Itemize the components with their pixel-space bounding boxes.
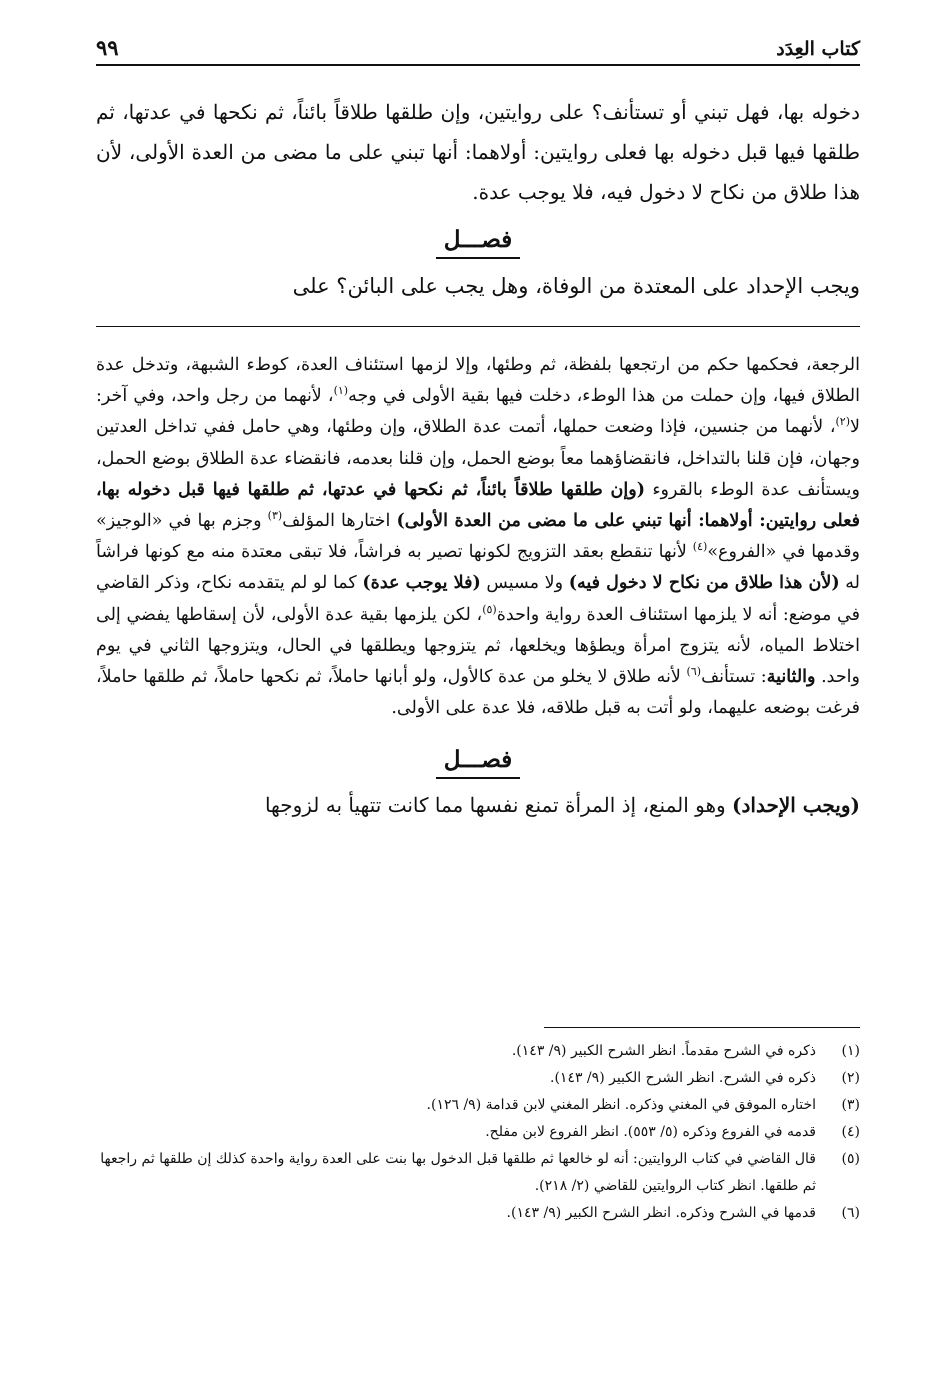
text-run: ، لأنهما من رجل واحد، وفي آخر: لا [96,386,860,438]
quoted-matn: (فلا يوجب عدة) [362,573,481,594]
text-run: : تستأنف [701,667,767,688]
book-title: كتاب العِدَد [776,38,860,60]
text-run: كما لو لم يتقدمه نكاح، وذكر القاضي في موضع: أنه لا يلزمها استئناف العدة رواية واحدة [96,573,860,625]
footnote-number: (٦) [841,1205,860,1221]
footnote-text: قدمه في الفروع وذكره (٥/ ٥٥٣). انظر الفروع لابن مفلح. [485,1124,816,1140]
text-run: اختارها المؤلف [282,511,397,532]
footnote-number: (٣) [841,1097,860,1113]
matn-text [96,92,860,306]
matn-paragraph: دخوله بها، فهل تبني أو تستأنف؟ على روايتين، وإن طلقها طلاقاً بائناً، ثم نكحها في عدتها، ثم طلقها فيها قبل دخوله بها فعلى روايتين: أولاهما: أنها تبني على ما مضى من العدة الأولى، لأن هذا طلاق من نكاح لا دخول فيه، فلا يوجب عدة. [96,100,860,204]
commentary-lead-line [96,786,860,824]
footnote-text: ذكره في الشرح. انظر الشرح الكبير (٩/ ١٤٣). [550,1070,816,1086]
footnote-text: اختاره الموفق في المغني وذكره. انظر المغني لابن قدامة (٩/ ١٢٦). [426,1097,816,1113]
quoted-matn: (لأن هذا طلاق من نكاح لا دخول فيه) [568,573,840,594]
footnote-item [96,1092,860,1119]
text-run: وجزم بها في «الوجيز» وقدمها في «الفروع» [96,511,860,563]
footnote-number: (١) [841,1043,860,1059]
footnotes [96,1038,860,1227]
footnote-ref[interactable]: (٥) [482,602,497,616]
quoted-matn: (وإن طلقها طلاقاً بائناً، ثم نكحها في عدتها، ثم طلقها فيها قبل دخوله بها، فعلى روايتين: أولاهما: أنها تبني على ما مضى من العدة الأولى) [96,479,861,532]
matn-lead-line: ويجب الإحداد على المعتدة من الوفاة، وهل يجب على البائن؟ على [292,274,860,298]
footnote-item [96,1119,860,1146]
section-heading [96,218,860,262]
footnote-ref[interactable]: (٣) [267,509,283,523]
text-run: ، لكن يلزمها بقية عدة الأولى، لأن إسقاطها يفضي إلى اختلاط المياه، لأنه يتزوج امرأة ويطؤها ويخلعها، ثم يتزوجها ويطلقها في الحال، ويتزوجها الثاني في يوم واحد. [96,604,861,688]
commentary-text [96,350,860,824]
text-run: ولا مسيس [480,573,569,594]
matn-divider [96,326,860,327]
footnote-rule [544,1027,860,1028]
footnote-ref[interactable]: (٤) [692,540,708,554]
footnote-item [96,1146,860,1200]
text-run: لأنه طلاق لا يخلو من عدة كالأول، ولو أبانها حاملاً، ثم نكحها حاملاً، ثم طلقها حاملاً، فرغت بوضعه عليهما، ولو أتت به قبل طلاقه، فلا عدة على الأولى. [96,667,860,719]
footnote-number: (٥) [841,1151,860,1167]
text-run: ، لأنهما من جنسين، فإذا وضعت حملها، أتمت عدة الطلاق، وإن وطئها، وهي حامل ففي تداخل العدتين وجهان، فإن قلنا بالتداخل، فانقضاؤهما معاً بوضع الحمل، وإن قلنا بعدمه، فانقضاء عدة الطلاق بوضع الحمل، ويستأنف عدة الوطء بالقروء [96,417,861,500]
commentary-paragraph [96,350,860,724]
footnote-number: (٢) [841,1070,860,1086]
footnote-number: (٤) [841,1124,860,1140]
section-heading-label: فصـــل [436,743,521,779]
footnote-text: قال القاضي في كتاب الروايتين: أنه لو خالعها ثم طلقها قبل الدخول بها بنت على العدة رواية واحدة كذلك إن طلقها ثم راجعها ثم طلقها. انظر كتاب الروايتين للقاضي (٢/ ٢١٨). [100,1151,816,1194]
quoted-matn: (ويجب الإحداد) [732,793,860,818]
footnote-item [96,1065,860,1092]
text-run: الرجعة، فحكمها حكم من ارتجعها بلفظة، ثم وطئها، وإلا لزمها استئناف العدة، كوطء الشبهة، وتدخل عدة الطلاق فيها، وإن حملت من هذا الوطء، دخلت فيها بقية الأولى في وجه [96,355,860,407]
footnote-ref[interactable]: (١) [333,384,349,398]
text-run: لأنها تنقطع بعقد التزويج لكونها تصير به فراشاً، فلا تبقى معتدة منه مع كونها فراشاً له [96,542,861,594]
footnote-item [96,1200,860,1227]
footnote-ref[interactable]: (٦) [686,665,702,679]
footnote-ref[interactable]: (٢) [835,415,851,429]
footnote-text: قدمها في الشرح وذكره. انظر الشرح الكبير (٩/ ١٤٣). [506,1205,816,1221]
quoted-matn: والثانية [766,667,816,688]
section-heading [96,738,860,782]
text-run: وهو المنع، إذ المرأة تمنع نفسها مما كانت تتهيأ به لزوجها [264,793,733,818]
footnote-item [96,1038,860,1065]
section-heading-label: فصـــل [436,223,521,259]
footnote-text: ذكره في الشرح مقدماً. انظر الشرح الكبير (٩/ ١٤٣). [511,1043,816,1059]
page-number: ٩٩ [96,35,119,60]
running-header [96,28,860,66]
